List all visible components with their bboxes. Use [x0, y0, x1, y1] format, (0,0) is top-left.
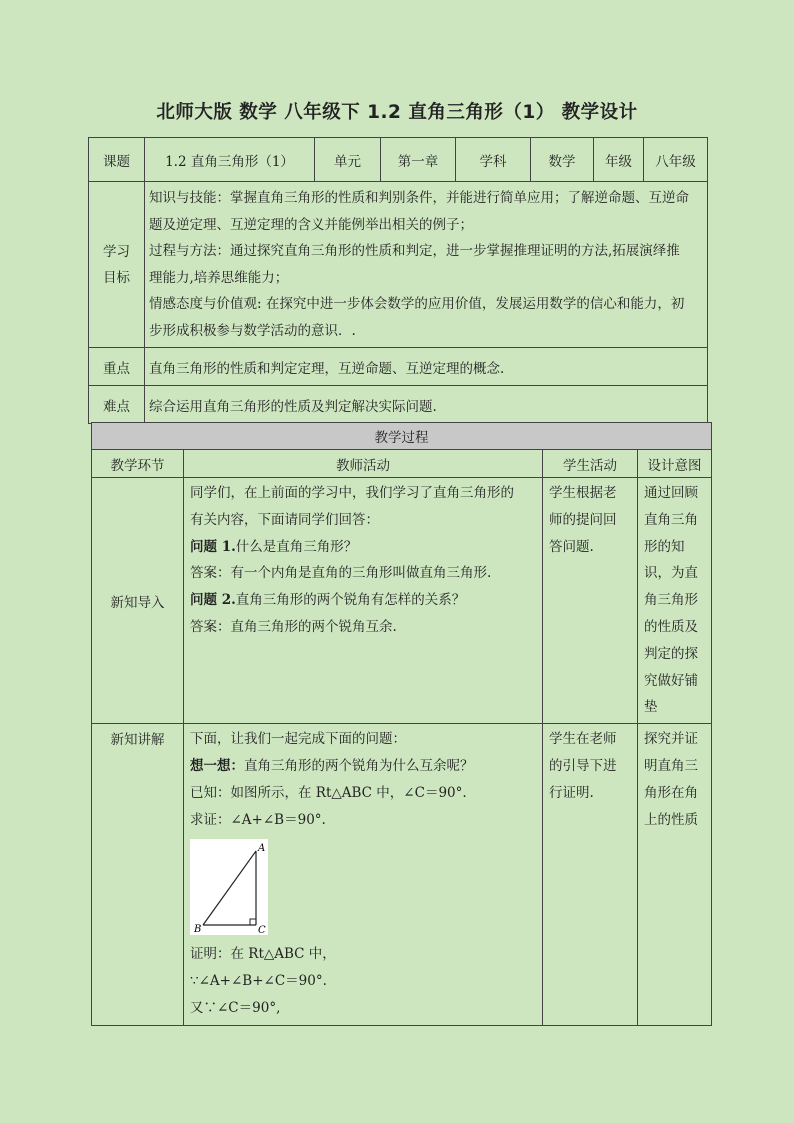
stage-explain: 新知讲解	[92, 724, 184, 1026]
vertex-c-label: C	[258, 925, 266, 936]
topic-value: 1.2 直角三角形（1）	[145, 138, 315, 182]
proof-line: 证明：在 Rt△ABC 中，	[190, 946, 336, 963]
col-intent-header: 设计意图	[638, 450, 712, 478]
answer-1: 答案：有一个内角是直角的三角形叫做直角三角形.	[190, 565, 492, 582]
right-triangle-figure	[190, 839, 268, 935]
key-point-label: 重点	[89, 348, 145, 386]
document-title: 北师大版 数学 八年级下 1.2 直角三角形（1） 教学设计	[156, 102, 638, 123]
goals-line: 知识与技能：掌握直角三角形的性质和判别条件，并能进行简单应用；了解逆命题、互逆命	[149, 190, 689, 206]
unit-value: 第一章	[381, 138, 456, 182]
vertex-b-label: B	[194, 924, 202, 936]
process-header: 教学过程	[92, 423, 712, 450]
col-stage-header: 教学环节	[92, 450, 184, 478]
design-intent-explain: 探究并证 明直角三 角形在角 上的性质	[638, 724, 712, 1026]
grade-label: 年级	[594, 138, 644, 182]
goals-line: 理能力,培养思维能力；	[149, 269, 289, 286]
design-intent-intro: 通过回顾 直角三角 形的知 识，为直 角三角形 的性质及 判定的探 究做好铺 垫	[638, 478, 712, 724]
difficulty-label: 难点	[89, 386, 145, 424]
right-angle-mark	[250, 919, 256, 925]
goals-line: 过程与方法：通过探究直角三角形的性质和判定，进一步掌握推理证明的方法,拓展演绎推	[149, 243, 680, 259]
subject-value: 数学	[531, 138, 594, 182]
topic-label: 课题	[89, 138, 145, 182]
goals-line: 题及逆定理、互逆定理的含义并能例举出相关的例子；	[149, 216, 473, 233]
student-activity-intro: 学生根据老 师的提问回 答问题.	[543, 478, 638, 724]
question-2: 问题 2.直角三角形的两个锐角有怎样的关系？	[190, 592, 466, 609]
prove-statement: 求证：∠A+∠B＝90°.	[190, 811, 326, 828]
vertex-a-label: A	[258, 843, 266, 855]
proof-line: ∵∠A+∠B+∠C＝90°.	[190, 973, 327, 990]
think-prompt: 想一想：直角三角形的两个锐角为什么互余呢？	[190, 757, 474, 774]
triangle-side-ab	[203, 851, 256, 925]
student-activity-explain: 学生在老师 的引导下进 行证明.	[543, 724, 638, 1026]
goals-line: 步形成积极参与数学活动的意识．.	[149, 322, 356, 339]
unit-label: 单元	[315, 138, 381, 182]
difficulty-text: 综合运用直角三角形的性质及判定解决实际问题.	[145, 386, 708, 424]
question-1: 问题 1.什么是直角三角形？	[190, 538, 358, 555]
subject-label: 学科	[456, 138, 531, 182]
goals-label: 学习 目标	[89, 182, 145, 348]
teacher-activity-explain: 下面，让我们一起完成下面的问题： 想一想：直角三角形的两个锐角为什么互余呢？ 已知：如图所示，在 Rt△ABC 中，∠C＝90°. 求证：∠A+∠B＝90°. A B C 证明：在 Rt△ABC 中， ∵∠A+∠B+∠C＝90°. 又∵∠C＝90°,	[184, 724, 543, 1026]
info-table	[88, 137, 708, 424]
answer-2: 答案：直角三角形的两个锐角互余.	[190, 618, 397, 635]
goals-text	[145, 182, 708, 348]
proof-line: 又∵∠C＝90°,	[190, 999, 281, 1016]
stage-intro: 新知导入	[92, 478, 184, 724]
process-table	[91, 422, 712, 1026]
teacher-activity-intro: 同学们，在上前面的学习中，我们学习了直角三角形的 有关内容，下面请同学们回答： 问题 1.什么是直角三角形？ 答案：有一个内角是直角的三角形叫做直角三角形. 问题 2.直角三角形的两个锐角有怎样的关系？ 答案：直角三角形的两个锐角互余.	[184, 478, 543, 724]
col-teacher-header: 教师活动	[184, 450, 543, 478]
given-statement: 已知：如图所示，在 Rt△ABC 中，∠C＝90°.	[190, 784, 467, 801]
col-student-header: 学生活动	[543, 450, 638, 478]
grade-value: 八年级	[644, 138, 708, 182]
goals-line: 情感态度与价值观: 在探究中进一步体会数学的应用价值，发展运用数学的信心和能力，初	[149, 296, 685, 312]
key-point-text: 直角三角形的性质和判定定理，互逆命题、互逆定理的概念.	[145, 348, 708, 386]
triangle-diagram	[190, 839, 268, 935]
